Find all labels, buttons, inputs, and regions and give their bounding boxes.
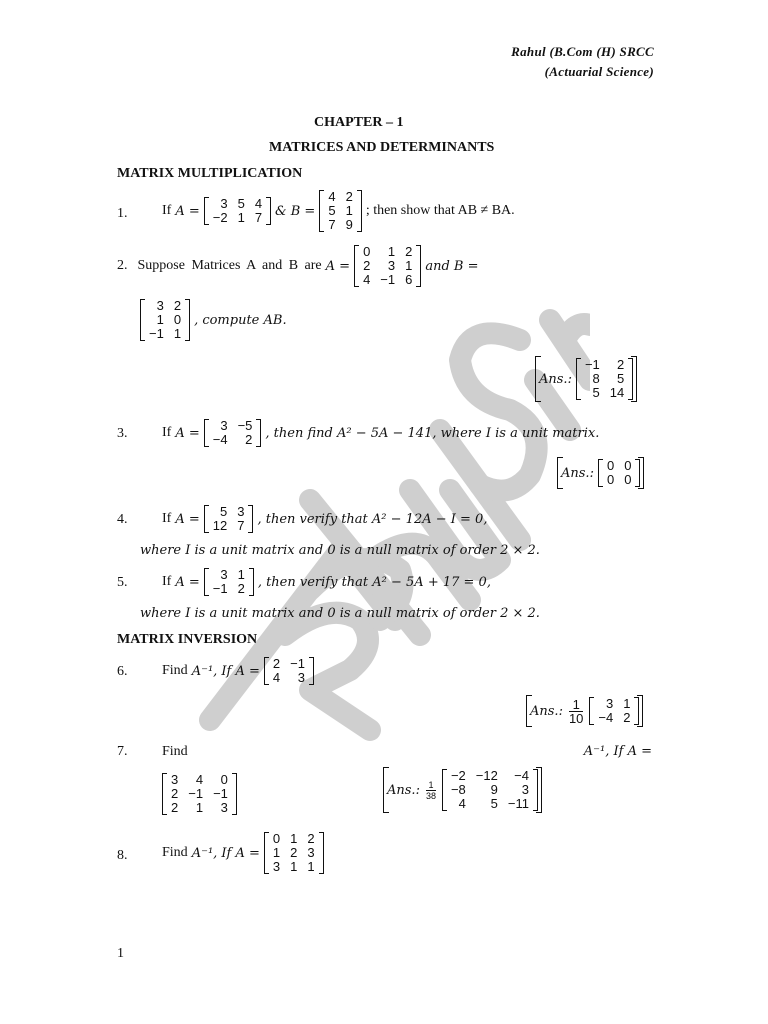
answer-2: Ans.: −1 2 8 5 5 14: [535, 356, 637, 402]
question-7-matrix: [162, 773, 237, 815]
question-number: 4.: [117, 512, 128, 527]
matrix-A: 0 1 2 2 3 1 4 −1 6: [354, 245, 421, 287]
matrix-B: 3 2 1 0 −1 1: [140, 299, 190, 341]
question-number: 5.: [117, 575, 128, 590]
question-1: If A = 3 5 4 −2 1 7 & B = 4 2 5 1 7 9 ; then show that AB ≠ BA.: [162, 189, 515, 232]
matrix-A: 0 1 2 1 2 3 3 1 1: [264, 832, 324, 874]
answer-7: Ans.: $\frac{1}{38}$ −2 −12 −4 −8 9 3 4 5 −11: [383, 767, 542, 813]
matrix-A: 3 5 4 −2 1 7: [204, 197, 271, 225]
question-8: Find A⁻¹, If A = 0 1 2 1 2 3 3 1 1: [162, 832, 324, 874]
question-number: 6.: [117, 664, 128, 679]
question-number: 8.: [117, 848, 128, 863]
question-7-expr: A⁻¹, If A =: [583, 744, 652, 759]
matrix-A: 3 1 −1 2: [204, 568, 254, 596]
matrix-A: 5 3 12 7: [204, 505, 254, 533]
answer-3: Ans.: 0 0 0 0: [557, 457, 644, 489]
question-5-note: where I is a unit matrix and 0 is a null matrix of order 2 × 2.: [140, 606, 540, 621]
question-4: If A = 5 3 12 7 , then verify that A² − 12A − I = 0,: [162, 504, 488, 533]
matrix-A: 3 −5 −4 2: [204, 419, 262, 447]
chapter-heading: CHAPTER – 1: [314, 115, 404, 130]
question-4-note: where I is a unit matrix and 0 is a null matrix of order 2 × 2.: [140, 543, 540, 558]
section-matrix-inversion: MATRIX INVERSION: [117, 632, 258, 647]
question-2-cont: 3 2 1 0 −1 1 , compute AB.: [140, 299, 287, 341]
matrix-A: 3 4 0 2 −1 −1 2 1 3: [162, 773, 237, 815]
question-number: 7.: [117, 744, 128, 759]
section-matrix-multiplication: MATRIX MULTIPLICATION: [117, 166, 303, 181]
fraction: $\frac{1}{38}$: [425, 779, 436, 801]
page-number: 1: [117, 946, 124, 961]
matrix-B: 4 2 5 1 7 9: [319, 190, 361, 232]
author-header: Rahul (B.Com (H) SRCC: [511, 44, 654, 59]
matrix-A: 2 −1 4 3: [264, 657, 314, 685]
chapter-title: MATRICES AND DETERMINANTS: [269, 140, 495, 155]
question-5: If A = 3 1 −1 2 , then verify that A² − 5A + 17 = 0,: [162, 567, 491, 596]
question-number: 3.: [117, 426, 128, 441]
fraction: $\frac{1}{10}$: [568, 696, 584, 726]
question-6: Find A⁻¹, If A = 2 −1 4 3: [162, 657, 314, 685]
answer-6: Ans.: $\frac{1}{10}$ 3 1 −4 2: [526, 695, 643, 727]
question-3: If A = 3 −5 −4 2 , then find A² − 5A − 141, where I is a unit matrix.: [162, 418, 600, 447]
question-2: 2. Suppose Matrices A and B are A = 0 1 2 2 3 1 4 −1 6 and B =: [117, 244, 479, 287]
question-number: 1.: [117, 206, 128, 221]
author-subheader: (Actuarial Science): [544, 64, 654, 79]
question-7-find: Find: [162, 744, 188, 759]
